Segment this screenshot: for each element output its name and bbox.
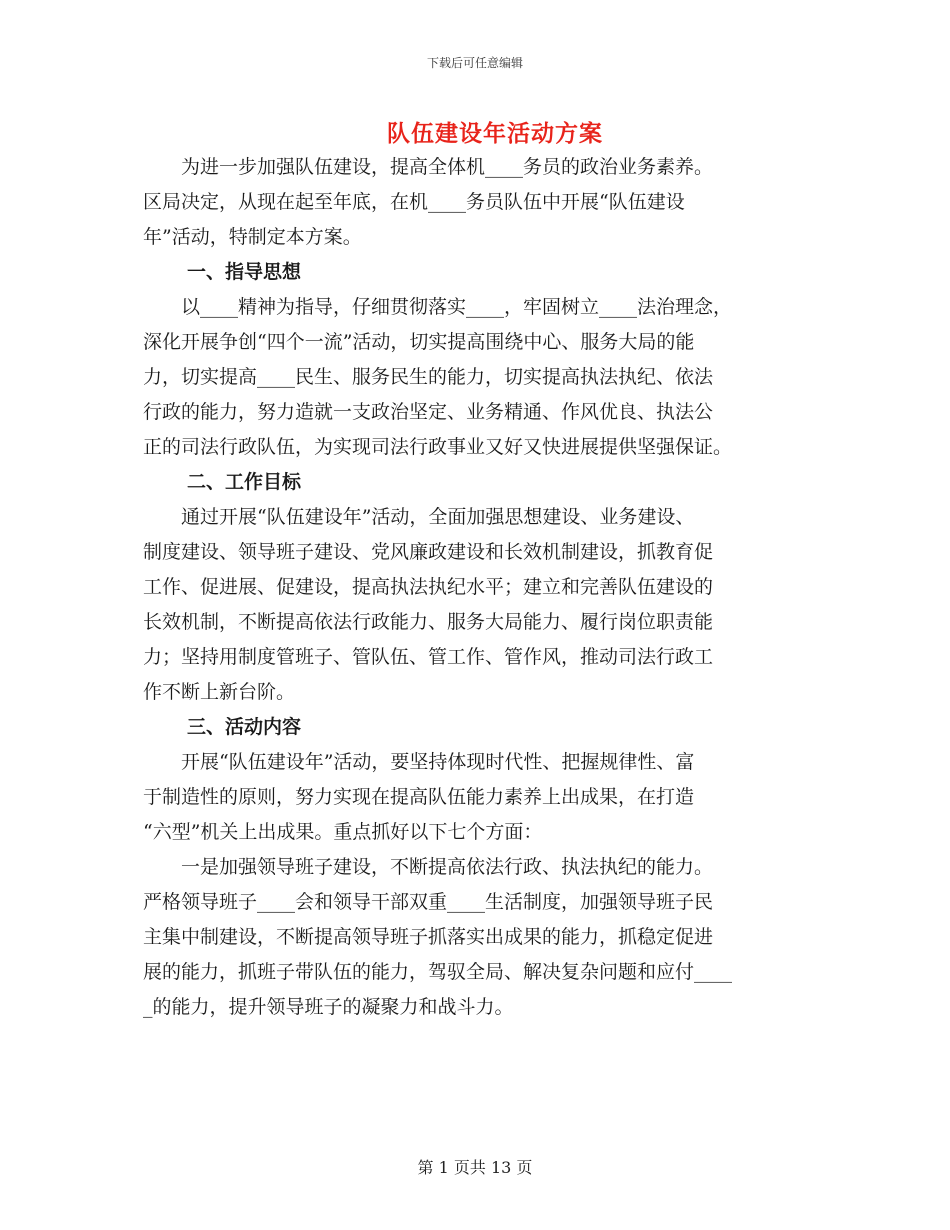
- page-header: 下载后可任意编辑: [426, 56, 523, 70]
- section-heading-guiding-thought: 一、指导思想: [187, 261, 302, 283]
- page-footer: 第 1 页共 13 页: [417, 1158, 533, 1177]
- section-body-activity-content: 开展“队伍建设年”活动，要坚持体现时代性、把握规律性、富 于制造性的原则，努力实现在提高队伍能力素养上出成果，在打造 “六型”机关上出成果。重点抓好以下七个方面：: [143, 751, 695, 843]
- document-title: 队伍建设年活动方案: [387, 120, 603, 147]
- section-body-work-goals: 通过开展“队伍建设年”活动，全面加强思想建设、业务建设、 制度建设、领导班子建设、党风廉政建设和长效机制建设，抓教育促 工作、促进展、促建设，提高执法执纪水平；建立和完善队伍建设的 长效机制，不断提高依法行政能力、服务大局能力、履行岗位职责能 力；坚持用制度管班子、管队伍、管工作、管作风，推动司法行政工 作不断上新台阶。: [143, 506, 714, 703]
- intro-paragraph: 为进一步加强队伍建设，提高全体机____务员的政治业务素养。 区局决定，从现在起至年底，在机____务员队伍中开展“队伍建设 年”活动，特制定本方案。: [143, 156, 714, 248]
- section-body-activity-item-1: 一是加强领导班子建设，不断提高依法行政、执法执纪的能力。 严格领导班子____会和领导干部双重____生活制度，加强领导班子民 主集中制建设，不断提高领导班子抓落实出成果的能力，抓稳定促进 展的能力，抓班子带队伍的能力，驾驭全局、解决复杂问题和应付____ _的能力，提升领导班子的凝聚力和战斗力。: [143, 856, 733, 1018]
- section-heading-work-goals: 二、工作目标: [187, 471, 302, 493]
- section-body-guiding-thought: 以____精神为指导，仔细贯彻落实____，牢固树立____法治理念， 深化开展争创“四个一流”活动，切实提高围绕中心、服务大局的能 力，切实提高____民生、服务民生的能力，切实提高执法执纪、依法 行政的能力，努力造就一支政治坚定、业务精通、作风优良、执法公 正的司法行政队伍，为实现司法行政事业又好又快进展提供坚强保证。: [143, 296, 733, 458]
- section-heading-activity-content: 三、活动内容: [187, 716, 302, 738]
- document-body: [143, 150, 813, 1025]
